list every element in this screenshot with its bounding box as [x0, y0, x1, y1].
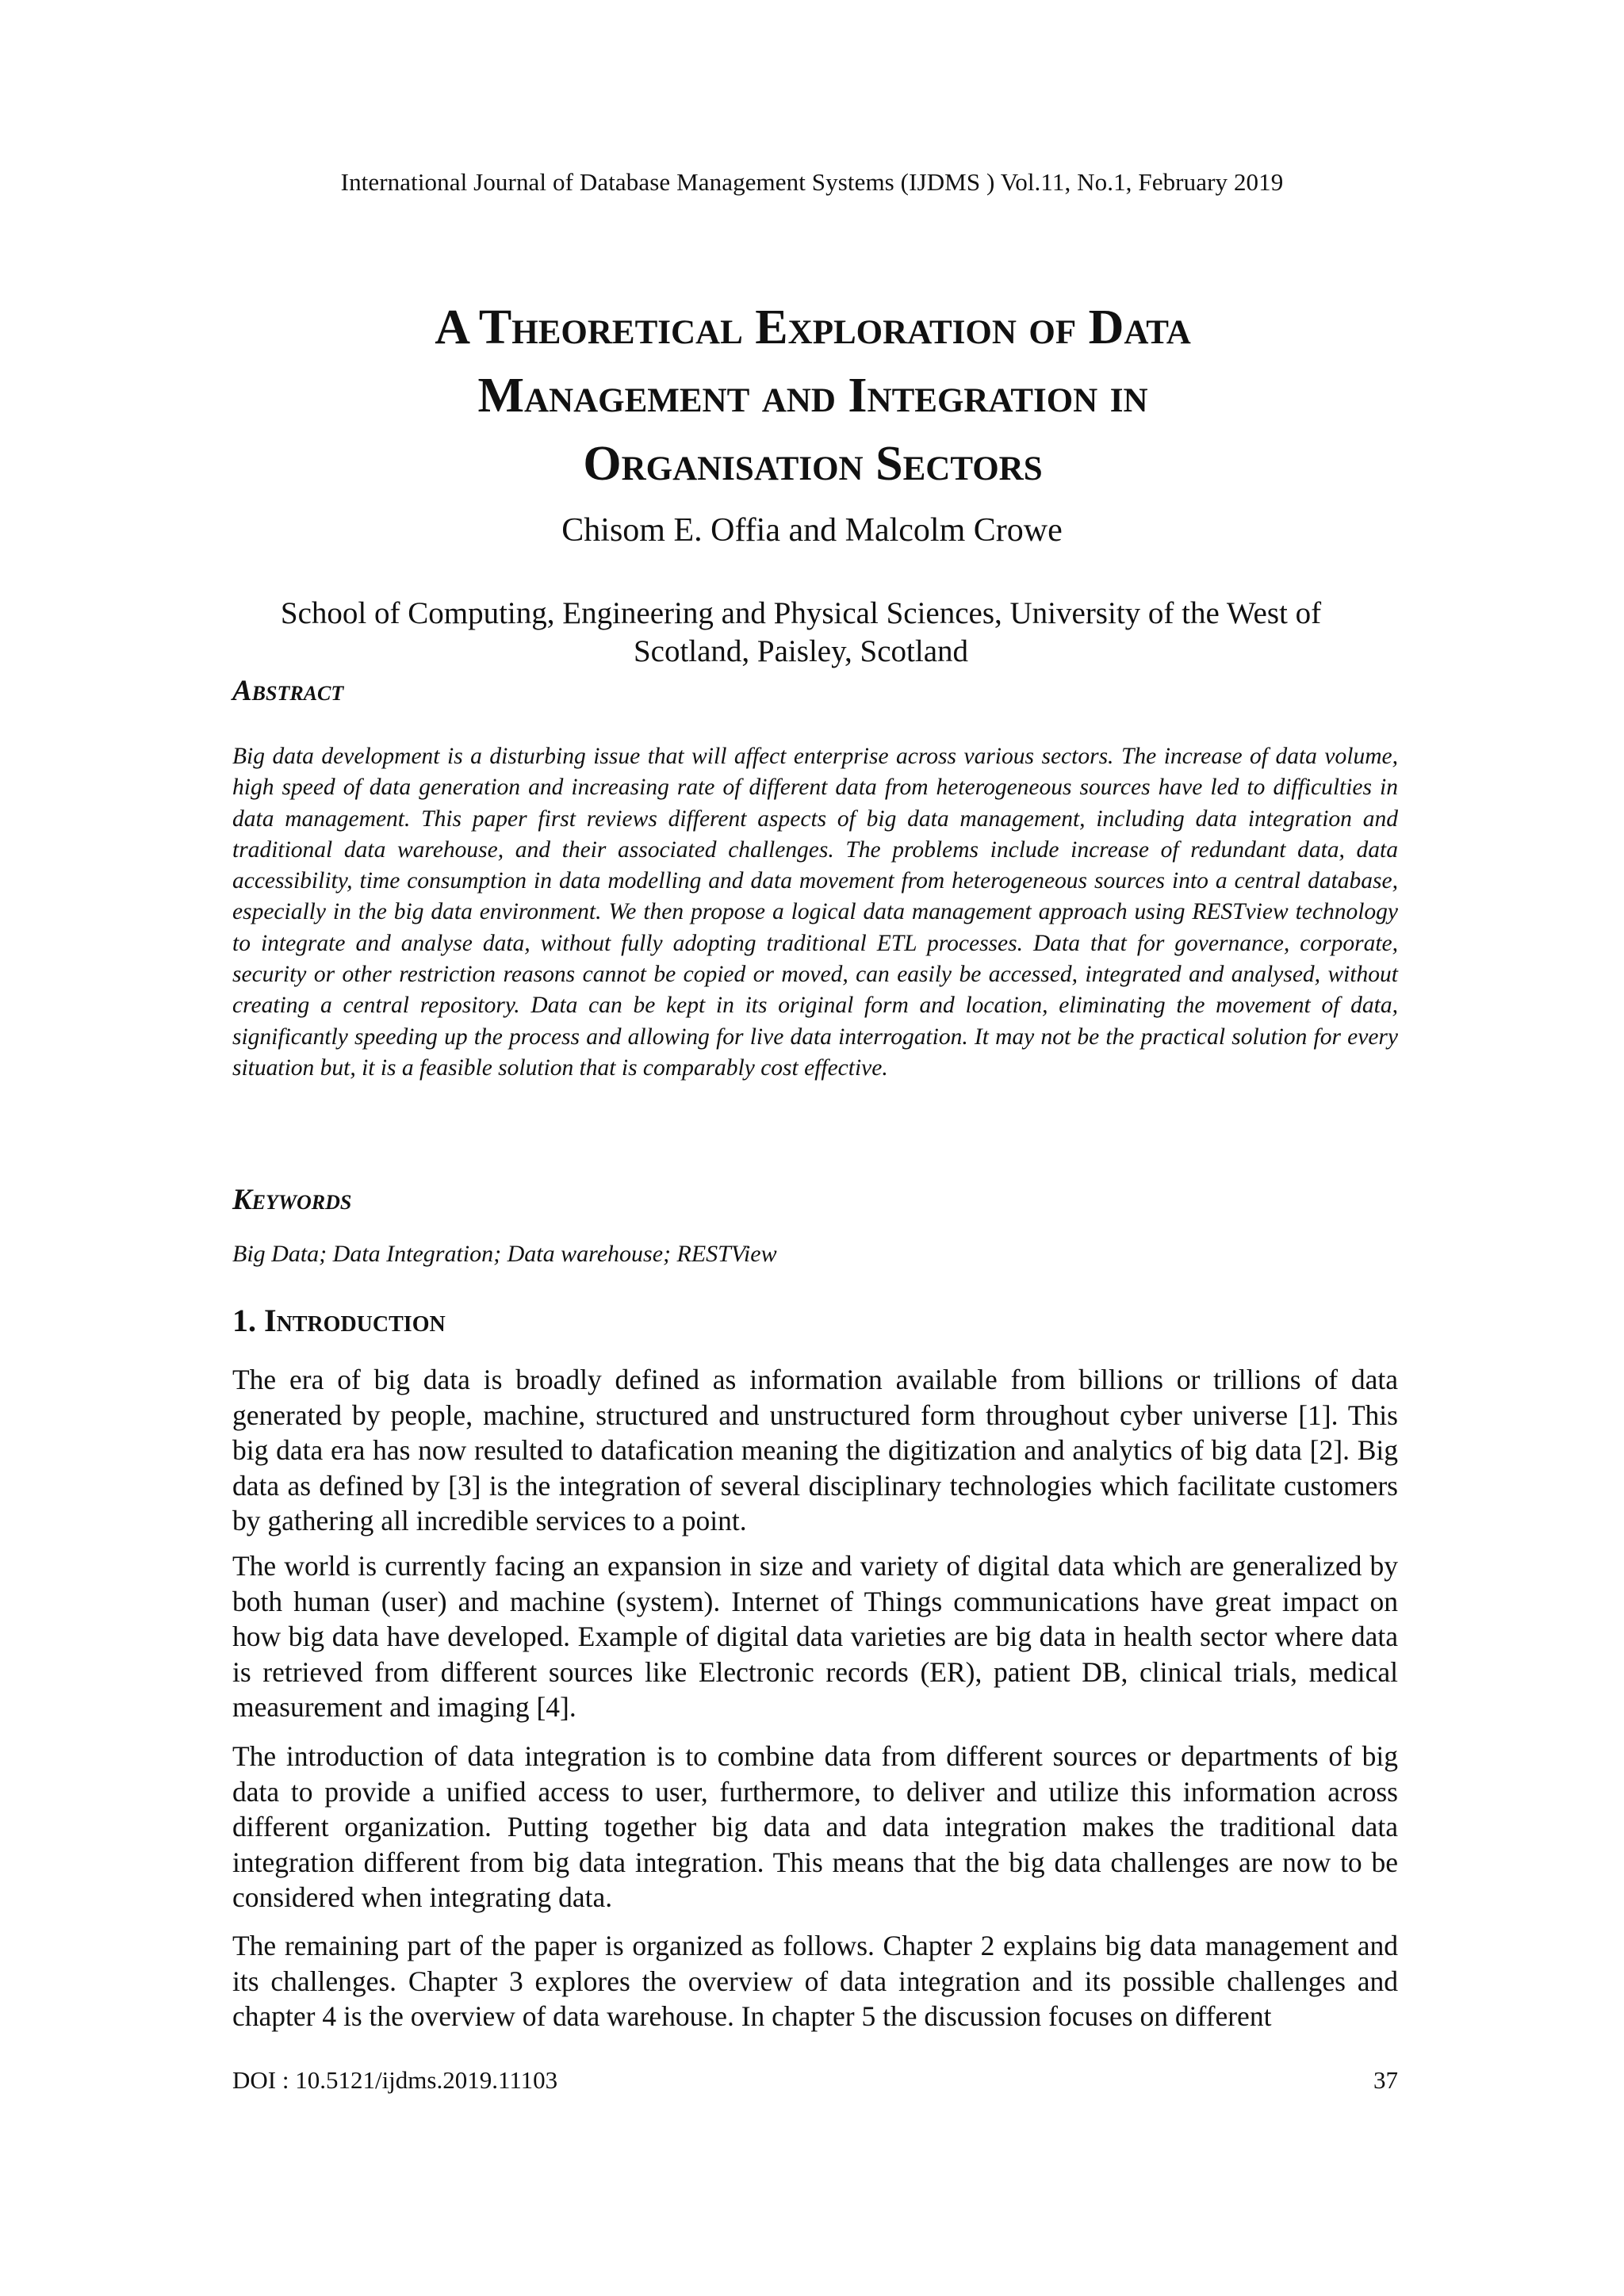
keywords-heading: Keywords: [232, 1184, 352, 1216]
title-line-3: Organisation Sectors: [583, 437, 1043, 491]
intro-paragraph-2: The world is currently facing an expansion in size and variety of digital data which are generalized by both human (user) and machine (system). Internet of Things communications have great impact on how big data have developed. Example of digital data varieties are big data in health sector where data is retrieved from different sources like Electronic records (ER), patient DB, clinical trials, medical measurement and imaging [4].: [232, 1550, 1398, 1723]
affiliation: School of Computing, Engineering and Physical Sciences, University of the West of Scotland, Paisley, Scotland: [280, 596, 1322, 668]
introduction-heading: 1. Introduction: [232, 1303, 446, 1338]
paper-title: [198, 293, 1427, 498]
title-line-1: A Theoretical Exploration of Data: [435, 300, 1191, 354]
abstract-text: Big data development is a disturbing issue that will affect enterprise across various sectors. The increase of data volume, high speed of data generation and increasing rate of different data from heterogeneous sources have led to difficulties in data management. This paper first reviews different aspects of big data management, including data integration and traditional data warehouse, and their associated challenges. The problems include increase of redundant data, data accessibility, time consumption in data modelling and data movement from heterogeneous sources into a central database, especially in the big data environment. We then propose a logical data management approach using RESTview technology to integrate and analyse data, without fully adopting traditional ETL processes. Data that for governance, corporate, security or other restriction reasons cannot be copied or moved, can easily be accessed, integrated and analysed, without creating a central repository. Data can be kept in its original form and location, eliminating the movement of data, significantly speeding up the process and allowing for live data interrogation. It may not be the practical solution for every situation but, it is a feasible solution that is comparably cost effective.: [232, 744, 1398, 1081]
running-header: International Journal of Database Management Systems (IJDMS ) Vol.11, No.1, February 2019: [340, 168, 1284, 196]
intro-paragraph-4: The remaining part of the paper is organized as follows. Chapter 2 explains big data management and its challenges. Chapter 3 explores the overview of data integration and its possible challenges and chapter 4 is the overview of data warehouse. In chapter 5 the discussion focuses on different: [232, 1930, 1398, 2032]
title-line-2: Management and Integration in: [477, 369, 1148, 423]
doi-link[interactable]: DOI : 10.5121/ijdms.2019.11103: [232, 2066, 558, 2094]
authors: Chisom E. Offia and Malcolm Crowe: [561, 512, 1063, 549]
keywords-text: Big Data; Data Integration; Data warehouse; RESTView: [232, 1241, 777, 1267]
intro-paragraph-3: The introduction of data integration is to combine data from different sources or departments of big data to provide a unified access to user, furthermore, to deliver and utilize this information across different organization. Putting together big data and data integration makes the traditional data integration different from big data integration. This means that the big data challenges are now to be considered when integrating data.: [232, 1740, 1398, 1913]
abstract-heading: Abstract: [232, 675, 344, 707]
intro-paragraph-1: The era of big data is broadly defined as information available from billions or trillions of data generated by people, machine, structured and unstructured form throughout cyber universe [1]. This big data era has now resulted to datafication meaning the digitization and analytics of big data [2]. Big data as defined by [3] is the integration of several disciplinary technologies which facilitate customers by gathering all incredible services to a point.: [232, 1364, 1398, 1536]
page-number: 37: [1373, 2066, 1398, 2094]
